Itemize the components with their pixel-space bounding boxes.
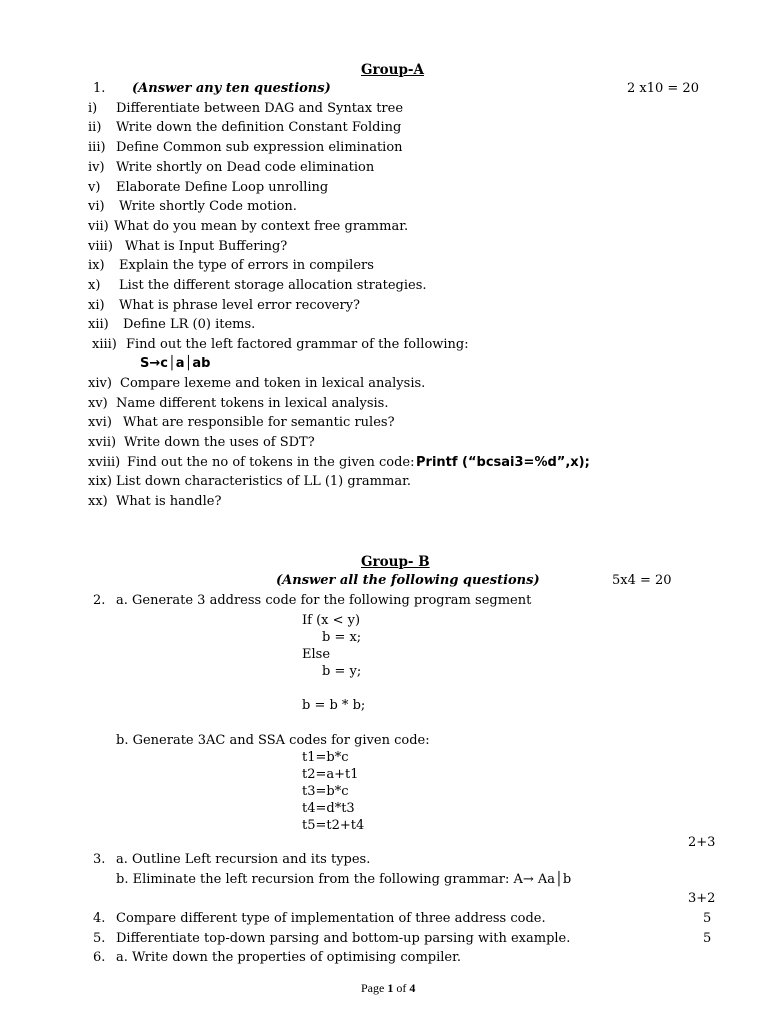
group-a-instruction: (Answer any ten questions)	[132, 81, 331, 96]
q2-part-b: b. Generate 3AC and SSA codes for given code:	[116, 733, 430, 748]
question-number-3: 3.	[93, 852, 106, 867]
question-text: Write shortly on Dead code elimination	[116, 160, 375, 175]
question-num: vii)	[88, 219, 109, 234]
code-snippet: Printf (“bcsai3=%d”,x);	[416, 455, 590, 470]
question-text: What are responsible for semantic rules?	[123, 415, 395, 430]
page-of-label: of	[396, 981, 407, 995]
question-num: v)	[88, 180, 101, 195]
q3-part-b: b. Eliminate the left recursion from the following grammar: A→ Aa│b	[116, 872, 572, 887]
q3-marks: 3+2	[688, 891, 716, 906]
q5-text: Differentiate top-down parsing and bottom-up parsing with example.	[116, 931, 571, 946]
page-footer	[361, 980, 415, 996]
question-text: Explain the type of errors in compilers	[119, 258, 374, 273]
question-num: x)	[88, 278, 101, 293]
group-a-heading: Group-A	[361, 62, 424, 78]
code-line: t4=d*t3	[302, 801, 355, 816]
question-num: i)	[88, 101, 98, 116]
question-num: ii)	[88, 120, 102, 135]
question-text: Define Common sub expression elimination	[116, 140, 403, 155]
group-b-marks: 5x4 = 20	[612, 573, 672, 588]
question-num: ix)	[88, 258, 105, 273]
question-text: Write shortly Code motion.	[119, 199, 297, 214]
question-num: viii)	[88, 239, 113, 254]
question-text: Find out the no of tokens in the given code:	[127, 455, 415, 470]
question-num: vi)	[88, 199, 105, 214]
group-a-marks: 2 x10 = 20	[627, 81, 699, 96]
q5-marks: 5	[703, 931, 712, 946]
q2-marks: 2+3	[688, 835, 716, 850]
q4-text: Compare different type of implementation of three address code.	[116, 911, 546, 926]
question-num: xviii)	[88, 455, 121, 470]
code-line: b = y;	[322, 664, 362, 679]
question-text: Write down the uses of SDT?	[124, 435, 315, 450]
question-number-2: 2.	[93, 593, 106, 608]
question-text: List the different storage allocation strategies.	[119, 278, 427, 293]
question-num: iv)	[88, 160, 105, 175]
question-number-1: 1.	[93, 81, 106, 96]
question-text: What do you mean by context free grammar.	[114, 219, 409, 234]
q2-part-a: a. Generate 3 address code for the following program segment	[116, 593, 532, 608]
question-num: xii)	[88, 317, 109, 332]
code-line: t5=t2+t4	[302, 818, 365, 833]
question-num: xiv)	[88, 376, 112, 391]
code-line: If (x < y)	[302, 613, 361, 628]
q4-marks: 5	[703, 911, 712, 926]
question-text: Differentiate between DAG and Syntax tree	[116, 101, 404, 116]
question-number-4: 4.	[93, 911, 106, 926]
question-num: xvi)	[88, 415, 112, 430]
question-num: xix)	[88, 474, 112, 489]
question-text: Compare lexeme and token in lexical analysis.	[120, 376, 426, 391]
question-num: xi)	[88, 298, 105, 313]
page-label: Page	[361, 981, 385, 995]
group-b-instruction: (Answer all the following questions)	[276, 573, 540, 588]
code-line: b = x;	[322, 630, 362, 645]
question-num: xv)	[88, 396, 108, 411]
question-text: What is handle?	[116, 494, 222, 509]
question-num: iii)	[88, 140, 106, 155]
code-line: Else	[302, 647, 331, 662]
q6-text: a. Write down the properties of optimising compiler.	[116, 950, 462, 965]
page-number: 1	[387, 981, 394, 995]
question-text: Find out the left factored grammar of the following:	[126, 337, 469, 352]
question-num: xiii)	[92, 337, 117, 352]
grammar-expression: S→c│a│ab	[140, 356, 211, 371]
question-text: Write down the definition Constant Folding	[116, 120, 402, 135]
question-text: List down characteristics of LL (1) grammar.	[116, 474, 412, 489]
question-num: xx)	[88, 494, 108, 509]
q3-part-a: a. Outline Left recursion and its types.	[116, 852, 371, 867]
question-text: What is Input Buffering?	[125, 239, 288, 254]
question-text: Elaborate Define Loop unrolling	[116, 180, 329, 195]
code-line: t2=a+t1	[302, 767, 359, 782]
question-text: Name different tokens in lexical analysis.	[116, 396, 389, 411]
question-number-6: 6.	[93, 950, 106, 965]
question-num: xvii)	[88, 435, 117, 450]
group-b-heading: Group- B	[361, 554, 430, 570]
code-line: b = b * b;	[302, 698, 366, 713]
code-line: t1=b*c	[302, 750, 349, 765]
code-line: t3=b*c	[302, 784, 349, 799]
question-text: Define LR (0) items.	[123, 317, 256, 332]
page-total: 4	[409, 981, 416, 995]
question-text: What is phrase level error recovery?	[119, 298, 361, 313]
question-number-5: 5.	[93, 931, 106, 946]
